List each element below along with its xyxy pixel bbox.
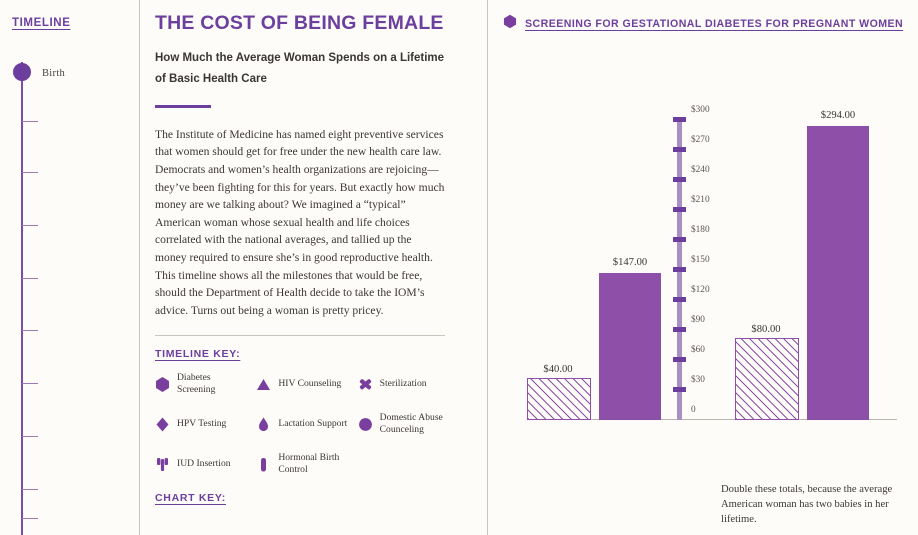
timeline-tick bbox=[22, 330, 38, 331]
page-subtitle: How Much the Average Woman Spends on a Lifetime of Basic Health Care bbox=[155, 52, 445, 85]
timeline-tick bbox=[22, 278, 38, 279]
y-axis bbox=[673, 105, 710, 420]
chart-column bbox=[487, 0, 918, 535]
bar-4[interactable] bbox=[807, 126, 869, 420]
y-tick bbox=[673, 327, 686, 332]
pill-icon bbox=[256, 456, 271, 473]
key-label: HIV Counseling bbox=[278, 378, 342, 390]
droplet-icon bbox=[256, 416, 271, 433]
timeline-tick bbox=[22, 518, 38, 519]
y-tick bbox=[673, 387, 686, 392]
timeline-tick bbox=[22, 383, 38, 384]
y-tick-label: $120 bbox=[691, 285, 710, 295]
hexagon-icon bbox=[503, 14, 517, 34]
chart-header bbox=[503, 14, 903, 34]
timeline-birth-marker[interactable] bbox=[13, 63, 31, 81]
y-tick-label: $240 bbox=[691, 165, 710, 175]
key-item-hpv-testing[interactable] bbox=[155, 412, 252, 436]
bar-2-value: $147.00 bbox=[612, 257, 648, 268]
key-item-sterilization[interactable] bbox=[358, 372, 455, 396]
key-label: Domestic Abuse Counceling bbox=[379, 412, 443, 436]
y-tick bbox=[673, 177, 686, 182]
bar-3-value: $80.00 bbox=[751, 324, 781, 335]
diamond-icon bbox=[155, 416, 170, 433]
key-label: Hormonal Birth Control bbox=[278, 452, 340, 476]
y-tick-label: $300 bbox=[691, 105, 710, 115]
key-item-hormonal-birth-control[interactable] bbox=[256, 452, 353, 476]
chart-title: SCREENING FOR GESTATIONAL DIABETES FOR PREGNANT WOMEN bbox=[525, 18, 904, 30]
timeline-tick bbox=[22, 121, 38, 122]
y-tick bbox=[673, 297, 686, 302]
y-tick bbox=[673, 147, 686, 152]
bar-1[interactable] bbox=[527, 378, 591, 420]
key-item-iud-insertion[interactable] bbox=[155, 452, 252, 476]
page-title: THE COST OF BEING FEMALE bbox=[155, 12, 444, 34]
timeline-tick bbox=[22, 489, 38, 490]
y-tick-label: $270 bbox=[691, 135, 710, 145]
timeline-axis bbox=[21, 62, 23, 535]
hexagon-icon bbox=[155, 376, 170, 393]
y-tick-label: $210 bbox=[691, 195, 710, 205]
x-cross-icon bbox=[358, 376, 373, 393]
bar-4-value: $294.00 bbox=[820, 110, 856, 121]
key-item-hiv-counseling[interactable] bbox=[256, 372, 353, 396]
bar-3[interactable] bbox=[735, 338, 799, 420]
key-item-lactation-support[interactable] bbox=[256, 412, 353, 436]
timeline-heading: TIMELINE bbox=[12, 17, 71, 29]
key-item-diabetes-screening[interactable] bbox=[155, 372, 252, 396]
key-item-domestic-abuse-counceling[interactable] bbox=[358, 412, 455, 436]
title-underline-rule bbox=[155, 105, 211, 108]
y-tick-label: $60 bbox=[691, 345, 705, 355]
column-divider-left bbox=[139, 0, 140, 535]
chart-key-heading: CHART KEY: bbox=[155, 492, 226, 505]
section-divider bbox=[155, 335, 445, 336]
y-tick-label: 0 bbox=[691, 405, 696, 415]
y-tick-label: $180 bbox=[691, 225, 710, 235]
key-label: Lactation Support bbox=[278, 418, 348, 430]
y-tick bbox=[673, 117, 686, 122]
timeline-tick bbox=[22, 225, 38, 226]
bar-1-value: $40.00 bbox=[543, 364, 573, 375]
timeline-column bbox=[0, 0, 139, 535]
key-label: IUD Insertion bbox=[177, 458, 231, 470]
timeline-tick bbox=[22, 172, 38, 173]
y-tick bbox=[673, 357, 686, 362]
circle-icon bbox=[358, 416, 373, 433]
y-tick-label: $150 bbox=[691, 255, 710, 265]
key-label: Sterilization bbox=[379, 378, 427, 390]
key-label: Diabetes Screening bbox=[177, 372, 216, 396]
y-tick-label: $30 bbox=[691, 375, 705, 385]
y-tick bbox=[673, 207, 686, 212]
key-label: HPV Testing bbox=[177, 418, 227, 430]
timeline-key-grid bbox=[155, 372, 455, 476]
iud-icon bbox=[155, 456, 170, 473]
chart-annotation: Double these totals, because the average American woman has two babies in her lifetime. bbox=[721, 484, 893, 526]
y-tick-label: $90 bbox=[691, 315, 705, 325]
timeline-tick bbox=[22, 436, 38, 437]
article-body: The Institute of Medicine has named eight preventive services that women should get for free under the new health care law. Democrats and women’s health organizations are rejoicing—they’ve been fighting for this for years. But exactly how much money are we talking about? We imagined a “typical” American woman whose sexual health and life choices correlated with the national averages, and tallied up the money required to ensure she’s in good reproductive health. This timeline shows all the milestones that would be free, should the Department of Health decide to take the IOM’s advice. Turns out being a woman is pretty pricey. bbox=[155, 127, 445, 317]
y-tick bbox=[673, 267, 686, 272]
timeline-label-birth: Birth bbox=[42, 68, 66, 79]
y-tick bbox=[673, 237, 686, 242]
bar-chart bbox=[503, 105, 903, 475]
triangle-icon bbox=[256, 376, 271, 393]
timeline-key-heading: TIMELINE KEY: bbox=[155, 348, 241, 361]
article-column bbox=[155, 0, 475, 535]
bar-2[interactable] bbox=[599, 273, 661, 420]
